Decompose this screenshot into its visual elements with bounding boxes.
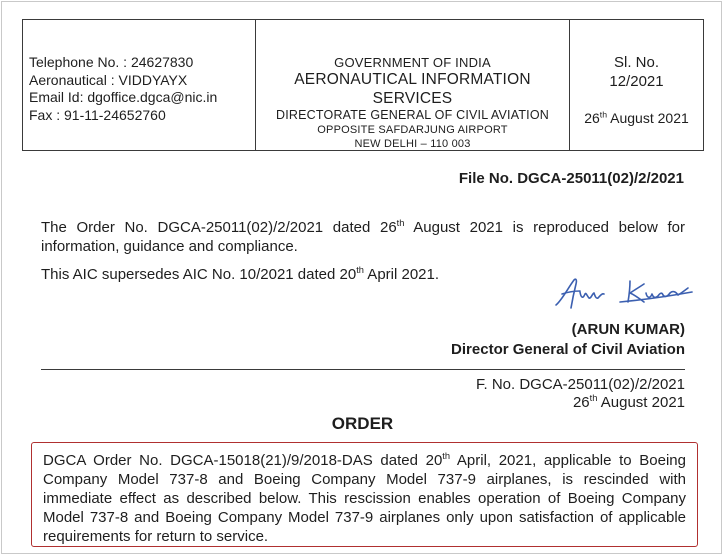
org-dgca: DIRECTORATE GENERAL OF CIVIL AVIATION: [276, 108, 549, 122]
signature-image: [552, 272, 702, 314]
order-date: 26th August 2021: [572, 393, 685, 411]
order-file-number: F. No. DGCA-25011(02)/2/2021: [476, 376, 685, 393]
aeronautical-text: Aeronautical : VIDDYAYX: [29, 71, 188, 88]
signatory-name: (ARUN KUMAR): [571, 321, 685, 338]
organization-block: [256, 20, 570, 150]
intro-paragraph: The Order No. DGCA-25011(02)/2/2021 dated 26th August 2021 is reproduced below for information, guidance and compliance.: [41, 218, 685, 255]
order-text: DGCA Order No. DGCA-15018(21)/9/2018-DAS dated 20th April, 2021, applicable to Boeing Company Model 737-8 and Boeing Company Model 737-9 airplanes, is rescinded with immediate effect as described below. This rescission enables operation of Boeing Company Model 737-8 and Boeing Company Model 737-9 airplanes only upon satisfaction of applicable requirements for return to service.: [43, 451, 686, 545]
telephone-text: Telephone No. : 24627830: [29, 54, 194, 70]
letterhead-table: [22, 19, 704, 151]
fax-text: Fax : 91-11-24652760: [29, 106, 166, 123]
order-highlight-box: [31, 442, 698, 547]
org-address-1: OPPOSITE SAFDARJUNG AIRPORT: [317, 124, 508, 136]
supersedes-paragraph: This AIC supersedes AIC No. 10/2021 dated 20th April 2021.: [41, 265, 440, 283]
signatory-title: Director General of Civil Aviation: [451, 341, 685, 358]
org-address-2: NEW DELHI – 110 003: [354, 138, 471, 150]
order-heading: ORDER: [331, 414, 394, 433]
serial-date: 26th August 2021: [584, 109, 689, 126]
contact-block: [23, 20, 256, 150]
serial-block: [570, 20, 703, 150]
file-number: File No. DGCA-25011(02)/2/2021: [458, 170, 684, 187]
org-ais: AERONAUTICAL INFORMATION SERVICES: [294, 71, 531, 107]
org-government: GOVERNMENT OF INDIA: [334, 55, 491, 70]
email-text: Email Id: dgoffice.dgca@nic.in: [29, 89, 218, 105]
serial-number: 12/2021: [609, 73, 664, 90]
serial-label: Sl. No.: [613, 54, 659, 71]
divider: [41, 369, 685, 370]
